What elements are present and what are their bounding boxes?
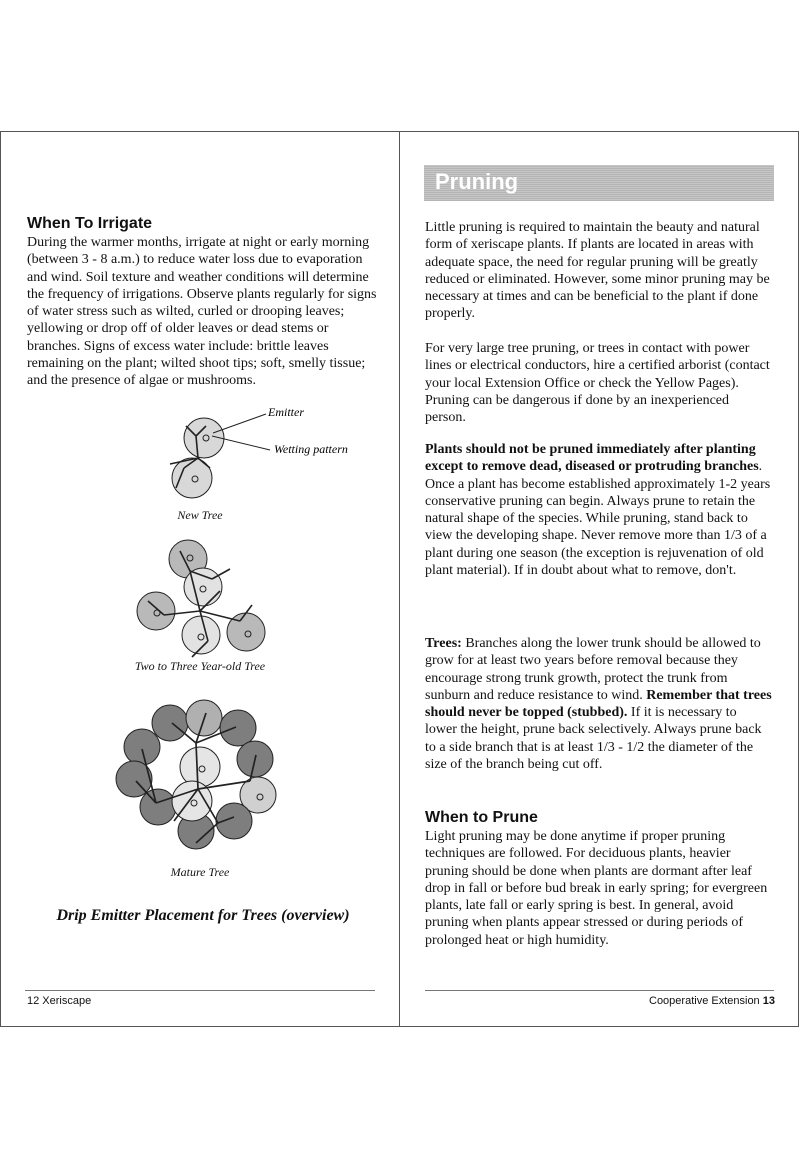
trees-bold: Remember that trees should never be topped (stubbed). [425,687,772,721]
right-footer-page-number: 13 [762,995,775,1007]
heading-when-to-prune: When to Prune [425,809,538,826]
banner-title: Pruning [435,169,519,194]
two-to-three-year-tree-diagram [100,531,300,666]
mature-tree-diagram [100,693,300,863]
heading-when-to-irrigate: When To Irrigate [27,215,153,232]
pruning-paragraph-2: For very large tree pruning, or trees in contact with power lines or electrical conductors, hire a certified arborist (contact your local Extension Office or check the Yellow Pages). Pruning can be dangerous if done by an inexperienced person. [425,341,770,426]
trees-rest: If it is necessary to lower the height, prune back selectively. Always prune back to a side branch that is at least 1/3 - 1/2 the diameter of the size of the branch being cut off. [425,705,762,773]
right-page [400,131,800,1027]
pruning-paragraph-3-bold: Plants should not be pruned immediately after planting except to remove dead, diseased or protruding branches [425,442,759,475]
trees-label: Trees: [425,636,462,651]
label-emitter: Emitter [268,405,304,419]
caption-two-to-three-year-tree: Two to Three Year-old Tree [134,659,266,673]
left-footer: 12 Xeriscape [27,995,92,1007]
right-footer [649,995,775,1007]
pruning-paragraph-3 [425,441,772,579]
left-footer-rule [25,990,375,991]
caption-new-tree: New Tree [177,508,223,522]
pruning-banner [424,165,774,201]
when-to-prune-paragraph: Light pruning may be done anytime if proper pruning techniques are followed. For deciduous plants, heavier pruning should be done when plants are dormant after leaf drop in fall or before bud break in early spring; for evergreen plants, late fall or early spring is best. In general, avoid pruning when plants appear stressed or during periods of prolonged heat or high humidity. [425,829,768,948]
irrigate-paragraph: During the warmer months, irrigate at night or early morning (between 3 - 8 a.m.) to reduce water loss due to evaporation and wind. Soil texture and weather conditions will determine the frequency of irrigations. Observe plants regularly for signs of water stress such as wilted, curled or drooping leaves; yellowing or drop off of older leaves or dead stems or branches. Signs of excess water include: brittle leaves remaining on the plant; wilted shoot tips; soft, smelly tissue; and the presence of algae or mushrooms. [27,235,377,389]
trees-text: Branches along the lower trunk should be allowed to grow for at least two years before removal because they encourage strong trunk growth, protect the trunk from sunburn and reduce resistance to wind. [425,636,761,703]
new-tree-diagram [100,405,348,516]
trees-paragraph [425,635,772,773]
right-footer-rule [425,990,774,991]
label-wetting-pattern: Wetting pattern [274,442,348,456]
right-footer-text: Cooperative Extension [649,995,760,1007]
caption-mature-tree: Mature Tree [170,865,230,879]
figure-title: Drip Emitter Placement for Trees (overview) [56,907,350,924]
pruning-paragraph-3-text: . Once a plant has become established approximately 1-2 years conservative pruning can begin. Always prune to retain the natural shape of the species. While pruning, stand back to view the developing shape. Never remove more than 1/3 of a plant during one season (the exception is rejuvenation of old plant material). If in doubt about what to remove, don't. [425,459,771,579]
left-page [0,131,400,1027]
pruning-paragraph-1: Little pruning is required to maintain the beauty and natural form of xeriscape plants. If plants are located in areas with adequate space, the need for regular pruning will be greatly reduced or eliminated. However, some minor pruning may be necessary at times and can be beneficial to the plant if done properly. [425,220,770,322]
